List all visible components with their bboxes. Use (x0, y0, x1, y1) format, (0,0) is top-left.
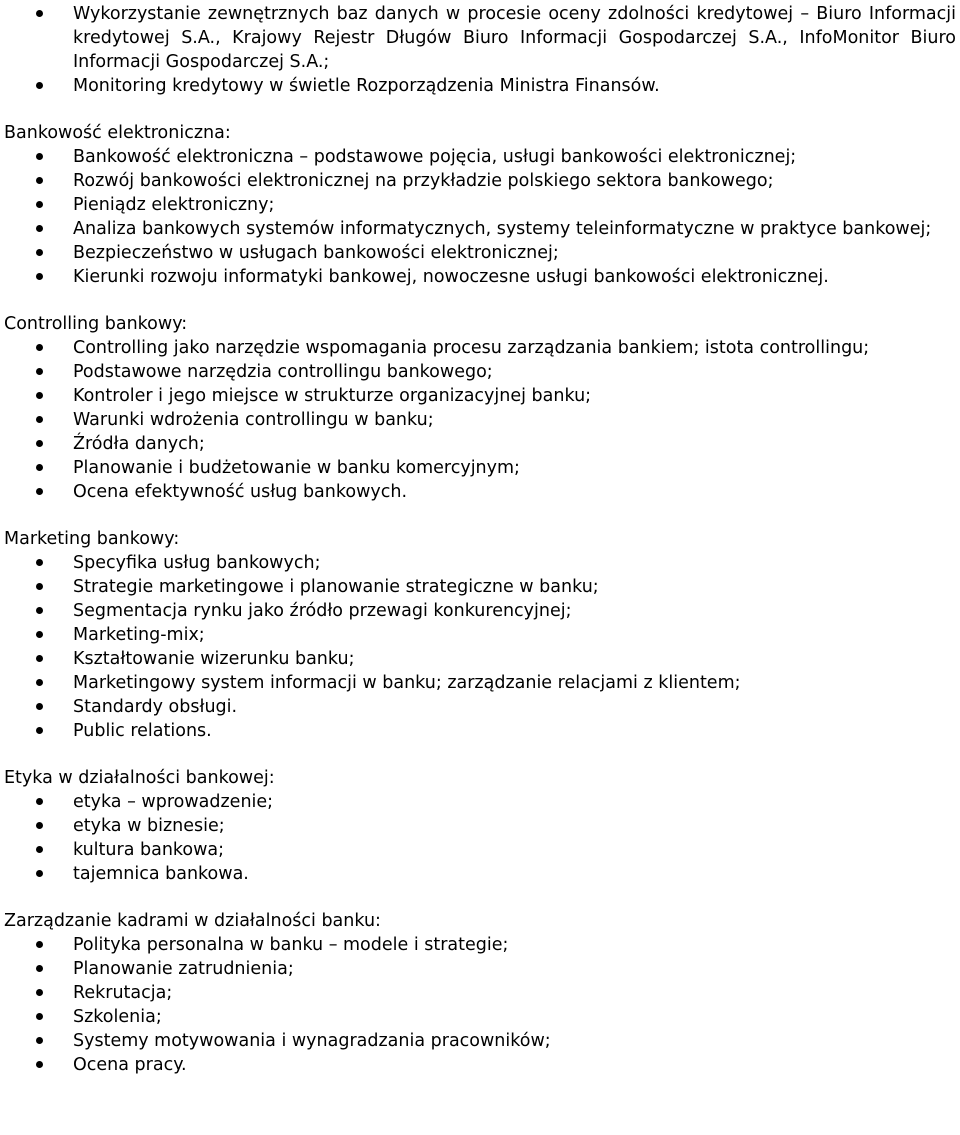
bullet-list (0, 145, 958, 289)
list-item: Ocena efektywność usług bankowych. (0, 480, 958, 504)
list-item: etyka w biznesie; (0, 814, 958, 838)
list-item: Rozwój bankowości elektronicznej na przykładzie polskiego sektora bankowego; (0, 169, 958, 193)
list-item: Planowanie i budżetowanie w banku komercyjnym; (0, 456, 958, 480)
bullet-list (0, 790, 958, 886)
section-controlling-bankowy (0, 312, 958, 504)
list-item: kultura bankowa; (0, 838, 958, 862)
list-item: Kierunki rozwoju informatyki bankowej, nowoczesne usługi bankowości elektronicznej. (0, 265, 958, 289)
list-item: Bankowość elektroniczna – podstawowe pojęcia, usługi bankowości elektronicznej; (0, 145, 958, 169)
list-item: Bezpieczeństwo w usługach bankowości elektronicznej; (0, 241, 958, 265)
section-zarzadzanie-kadrami (0, 909, 958, 1077)
section-heading: Etyka w działalności bankowej: (4, 768, 275, 788)
list-item: Pieniądz elektroniczny; (0, 193, 958, 217)
bullet-list (0, 551, 958, 743)
list-item: Źródła danych; (0, 432, 958, 456)
list-item: Systemy motywowania i wynagradzania pracowników; (0, 1029, 958, 1053)
list-item: Controlling jako narzędzie wspomagania procesu zarządzania bankiem; istota controllingu; (0, 336, 958, 360)
list-item: Specyfika usług bankowych; (0, 551, 958, 575)
list-item: Planowanie zatrudnienia; (0, 957, 958, 981)
list-item: Szkolenia; (0, 1005, 958, 1029)
list-item: Marketing-mix; (0, 623, 958, 647)
list-item: Analiza bankowych systemów informatycznych, systemy teleinformatyczne w praktyce bankowej; (0, 217, 958, 241)
bullet-list (0, 336, 958, 504)
list-item: Polityka personalna w banku – modele i strategie; (0, 933, 958, 957)
section-heading: Bankowość elektroniczna: (4, 123, 231, 143)
list-item: Warunki wdrożenia controllingu w banku; (0, 408, 958, 432)
list-item: etyka – wprowadzenie; (0, 790, 958, 814)
section-etyka (0, 766, 958, 886)
list-item: Rekrutacja; (0, 981, 958, 1005)
list-item: Monitoring kredytowy w świetle Rozporządzenia Ministra Finansów. (0, 74, 958, 98)
intro-bullet-list (0, 0, 958, 98)
list-item: Wykorzystanie zewnętrznych baz danych w procesie oceny zdolności kredytowej – Biuro Informacji kredytowej S.A., Krajowy Rejestr Długów Biuro Informacji Gospodarczej S.A., InfoMonitor Biuro Informacji Gospodarczej S.A.; (0, 2, 958, 74)
list-item: Podstawowe narzędzia controllingu bankowego; (0, 360, 958, 384)
section-bankowosc-elektroniczna (0, 121, 958, 289)
section-marketing-bankowy (0, 527, 958, 743)
list-item: Public relations. (0, 719, 958, 743)
list-item: Strategie marketingowe i planowanie strategiczne w banku; (0, 575, 958, 599)
list-item: Kontroler i jego miejsce w strukturze organizacyjnej banku; (0, 384, 958, 408)
section-heading: Controlling bankowy: (4, 314, 188, 334)
list-item: Segmentacja rynku jako źródło przewagi konkurencyjnej; (0, 599, 958, 623)
list-item: Marketingowy system informacji w banku; zarządzanie relacjami z klientem; (0, 671, 958, 695)
list-item: Kształtowanie wizerunku banku; (0, 647, 958, 671)
list-item: tajemnica bankowa. (0, 862, 958, 886)
list-item: Ocena pracy. (0, 1053, 958, 1077)
section-heading: Zarządzanie kadrami w działalności banku: (4, 911, 381, 931)
section-heading: Marketing bankowy: (4, 529, 180, 549)
bullet-list (0, 933, 958, 1077)
list-item: Standardy obsługi. (0, 695, 958, 719)
